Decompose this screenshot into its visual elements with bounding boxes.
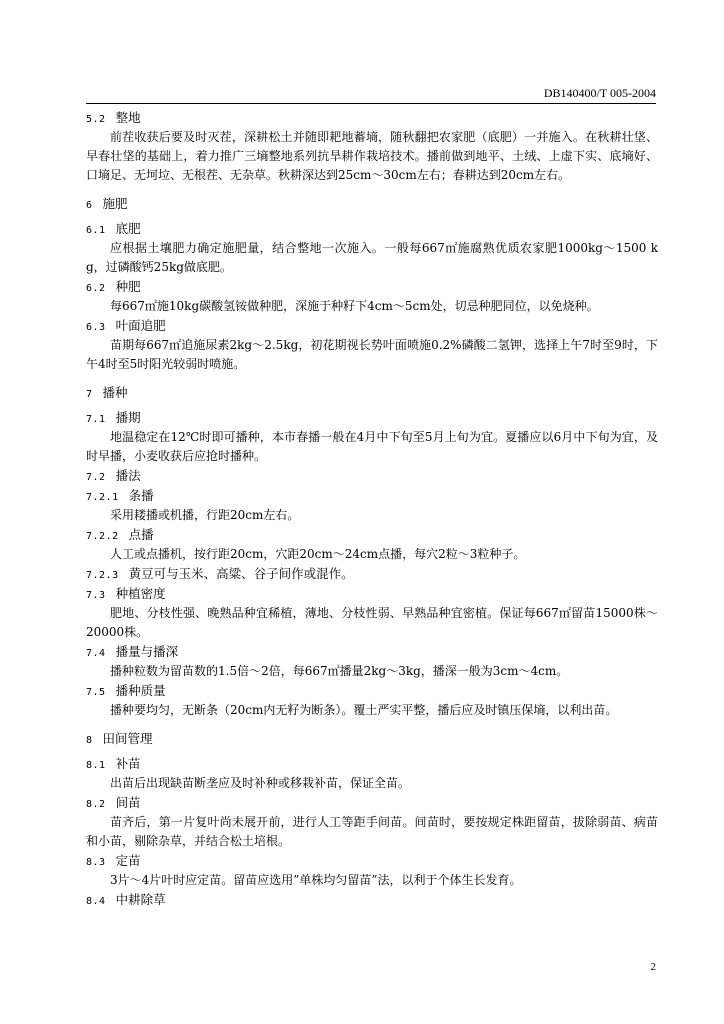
section-title: 黄豆可与玉米、高粱、谷子间作或混作。 (128, 566, 354, 581)
section-title: 条播 (128, 488, 154, 503)
page-number: 2 (650, 961, 656, 973)
body-paragraph: 每667㎡施10kg碳酸氢铵做种肥，深施于种籽下4cm～5cm处，切忌种肥同位，以免烧种。 (110, 299, 599, 313)
body-paragraph: 应根据土壤肥力确定施肥量，结合整地一次施入。一般每667㎡施腐熟优质农家肥1000kg～1500 kg，过磷酸钙25kg做底肥。 (86, 241, 658, 274)
section-title: 播法 (115, 468, 141, 483)
section-title: 播种 (102, 385, 128, 400)
document-body (86, 108, 658, 910)
body-paragraph: 播种粒数为留苗数的1.5倍～2倍，每667㎡播量2kg～3kg，播深一般为3cm～4cm。 (110, 664, 569, 678)
section-title: 补苗 (115, 756, 141, 771)
section-number: 7.2.3 (86, 570, 119, 581)
section-heading (86, 278, 658, 297)
body-paragraph: 肥地、分枝性强、晚熟品种宜稀植，薄地、分枝性弱、早熟品种宜密植。保证每667㎡留苗15000株～20000株。 (86, 606, 658, 639)
body-paragraph: 苗期每667㎡追施尿素2kg～2.5kg，初花期视长势叶面喷施0.2%磷酸二氢钾，选择上午7时至9时，下午4时至5时阳光较弱时喷施。 (86, 338, 658, 371)
header-rule (86, 103, 656, 104)
section-heading (86, 730, 658, 749)
section-number: 8 (86, 735, 93, 746)
section-number: 5.2 (86, 114, 106, 125)
section-number: 6.1 (86, 225, 106, 236)
section-title: 播种质量 (115, 683, 166, 698)
section-title: 田间管理 (102, 731, 153, 746)
section-number: 7.2.1 (86, 492, 119, 503)
section-heading (86, 526, 658, 545)
section-number: 7.2.2 (86, 531, 119, 542)
section-title: 底肥 (115, 221, 141, 236)
section-number: 8.4 (86, 896, 106, 907)
body-paragraph: 播种要均匀，无断条（20cm内无籽为断条）。覆土严实平整，播后应及时镇压保墒，以利出苗。 (110, 703, 618, 717)
section-heading (86, 682, 658, 701)
section-heading (86, 487, 658, 506)
section-number: 7.4 (86, 648, 106, 659)
section-number: 8.2 (86, 799, 106, 810)
section-heading (86, 585, 658, 604)
section-number: 7.3 (86, 590, 106, 601)
body-paragraph: 苗齐后，第一片复叶尚未展开前，进行人工等距手间苗。间苗时，要按规定株距留苗，拔除弱苗、病苗和小苗，剔除杂草，并结合松土培根。 (86, 815, 658, 848)
section-heading (86, 195, 658, 214)
body-paragraph: 采用耧播或机播，行距20cm左右。 (110, 508, 300, 522)
section-number: 6 (86, 200, 93, 211)
section-heading (86, 794, 658, 813)
section-title: 播量与播深 (115, 644, 179, 659)
body-paragraph: 人工或点播机，按行距20cm，穴距20cm～24cm点播，每穴2粒～3粒种子。 (110, 547, 526, 561)
section-number: 7 (86, 389, 93, 400)
section-title: 施肥 (102, 196, 128, 211)
section-heading (86, 384, 658, 403)
body-paragraph: 地温稳定在12℃时即可播种，本市春播一般在4月中下旬至5月上旬为宜。夏播应以6月中下旬为宜，及时早播，小麦收获后应抢时播种。 (86, 430, 658, 463)
section-heading (86, 467, 658, 486)
body-paragraph: 3片～4片叶时应定苗。留苗应选用”单株均匀留苗”法，以利于个体生长发育。 (110, 873, 522, 887)
section-heading (86, 409, 658, 428)
section-title: 间苗 (115, 795, 141, 810)
body-paragraph: 出苗后出现缺苗断垄应及时补种或移栽补苗，保证全苗。 (110, 776, 411, 790)
section-title: 定苗 (115, 853, 141, 868)
section-title: 种肥 (115, 279, 141, 294)
section-title: 中耕除草 (115, 892, 166, 907)
section-heading (86, 109, 658, 128)
section-number: 7.5 (86, 687, 106, 698)
section-number: 7.1 (86, 414, 106, 425)
section-title: 点播 (128, 527, 154, 542)
section-heading (86, 852, 658, 871)
section-title: 整地 (115, 110, 141, 125)
section-title: 叶面追肥 (115, 318, 166, 333)
section-number: 6.2 (86, 283, 106, 294)
section-number: 6.3 (86, 322, 106, 333)
section-heading (86, 317, 658, 336)
body-paragraph: 前茬收获后要及时灭茬，深耕松土并随即耙地蓄墒，随秋翻把农家肥（底肥）一并施入。在秋耕壮垡、早春壮垡的基础上，着力推广三墒整地系列抗旱耕作栽培技术。播前做到地平、土绒、上虚下实、底墒好、口墒足、无坷垃、无根茬、无杂草。秋耕深达到25cm～30cm左右；春耕达到20cm左右。 (86, 130, 658, 182)
section-number: 8.1 (86, 760, 106, 771)
section-heading (86, 755, 658, 774)
section-title: 种植密度 (115, 586, 166, 601)
section-heading (86, 220, 658, 239)
section-title: 播期 (115, 410, 141, 425)
section-number: 7.2 (86, 472, 106, 483)
document-code: DB140400/T 005-2004 (543, 86, 656, 100)
section-heading (86, 565, 658, 584)
section-heading (86, 891, 658, 910)
section-number: 8.3 (86, 857, 106, 868)
section-heading (86, 643, 658, 662)
